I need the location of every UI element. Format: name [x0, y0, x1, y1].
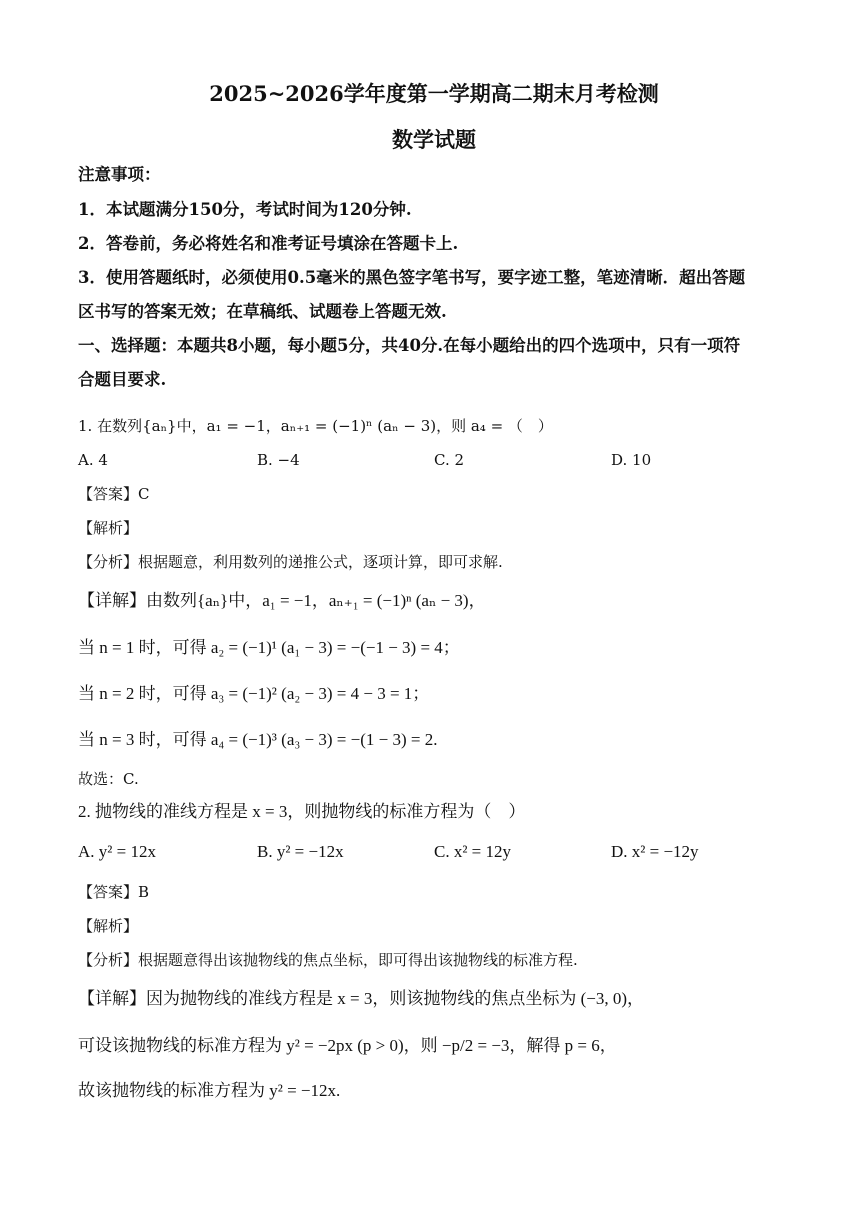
question-1-fenxi: 【分析】根据题意，利用数列的递推公式，逐项计算，即可求解. [78, 553, 503, 571]
question-2-stem: 2. 抛物线的准线方程是 x = 3，则抛物线的标准方程为（ ） [78, 802, 526, 821]
page-title: 2025~2026学年度第一学期高二期末月考检测 [209, 81, 659, 106]
question-2-step-1: 可设该抛物线的标准方程为 y² = −2px (p > 0)，则 −p/2 = −3，解得 p = 6， [78, 1036, 617, 1055]
question-2-xiangjie: 【详解】因为抛物线的准线方程是 x = 3，则该抛物线的焦点坐标为 (−3, 0)， [78, 989, 644, 1008]
notice-item-3-line-1: 3．使用答题纸时，必须使用0.5毫米的黑色签字笔书写，要字迹工整，笔迹清晰．超出答题 [78, 268, 746, 287]
notice-item-3-line-2: 区书写的答案无效；在草稿纸、试题卷上答题无效. [78, 302, 447, 321]
question-1-option-c: C. 2 [434, 451, 465, 469]
question-1-step-1: 当 n = 1 时，可得 a₂ = (−1)¹ (a₁ − 3) = −(−1 − 3) = 4； [78, 638, 460, 657]
question-1-xiangjie: 【详解】由数列{aₙ}中，a₁ = −1，aₙ₊₁ = (−1)ⁿ (aₙ − 3)， [78, 591, 486, 610]
section-heading-line-2: 合题目要求. [78, 370, 167, 389]
question-1-option-d: D. 10 [611, 451, 652, 469]
notice-item-1: 1．本试题满分150分，考试时间为120分钟. [78, 200, 412, 219]
question-1-option-b: B. −4 [257, 451, 300, 469]
question-1-option-a: A. 4 [78, 451, 108, 469]
section-heading-line-1: 一、选择题：本题共8小题，每小题5分，共40分.在每小题给出的四个选项中，只有一项符 [78, 336, 741, 355]
question-1-analysis-label: 【解析】 [78, 519, 139, 537]
question-1-step-3: 当 n = 3 时，可得 a₄ = (−1)³ (a₃ − 3) = −(1 − 3) = 2. [78, 730, 438, 749]
notice-item-2: 2．答卷前，务必将姓名和准考证号填涂在答题卡上. [78, 234, 459, 253]
question-1-answer: 【答案】C [78, 485, 150, 503]
question-1-stem: 1. 在数列{aₙ}中，a₁ = −1，aₙ₊₁ = (−1)ⁿ (aₙ − 3)，则 a₄ = （ ） [78, 417, 553, 435]
question-1-choice: 故选：C. [78, 770, 139, 788]
question-2-analysis-label: 【解析】 [78, 917, 139, 935]
question-2-option-d: D. x² = −12y [611, 842, 699, 861]
question-1-step-2: 当 n = 2 时，可得 a₃ = (−1)² (a₂ − 3) = 4 − 3 = 1； [78, 684, 430, 703]
question-2-option-c: C. x² = 12y [434, 842, 512, 861]
notice-heading: 注意事项： [78, 165, 161, 184]
question-2-answer: 【答案】B [78, 883, 150, 901]
question-2-fenxi: 【分析】根据题意得出该抛物线的焦点坐标，即可得出该抛物线的标准方程. [78, 951, 578, 969]
question-2-option-a: A. y² = 12x [78, 842, 156, 861]
question-2-option-b: B. y² = −12x [257, 842, 344, 861]
question-2-step-2: 故该抛物线的标准方程为 y² = −12x. [78, 1081, 341, 1100]
page-subtitle: 数学试题 [392, 127, 476, 152]
